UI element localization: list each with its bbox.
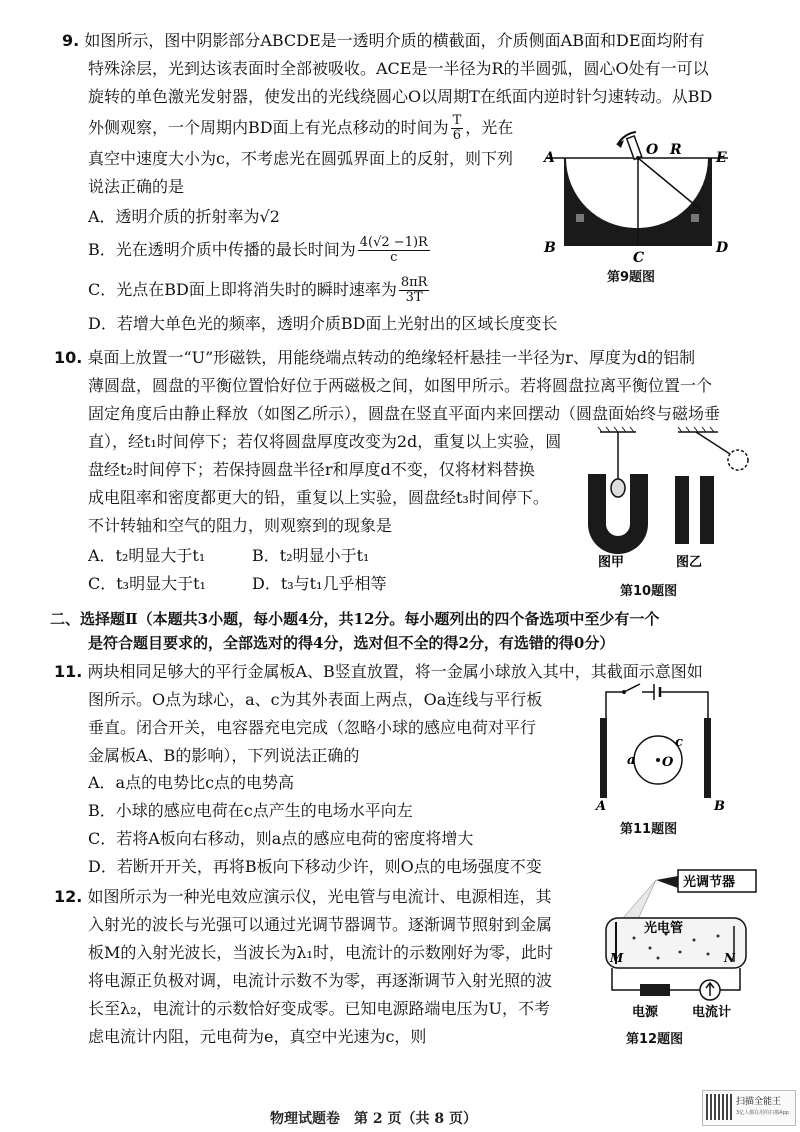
q9-label-o: O bbox=[646, 142, 659, 158]
q11-line-1 bbox=[54, 661, 703, 683]
scanner-stamp-title: 扫描全能王 bbox=[736, 1097, 782, 1107]
page-footer: 物理试题卷 第 2 页（共 8 页） bbox=[270, 1111, 477, 1127]
q12-figure-caption: 第12题图 bbox=[626, 1032, 684, 1047]
q12-line-3: 板M的入射光波长，当波长为λ₁时，电流计的示数刚好为零，此时 bbox=[88, 943, 553, 962]
q9-figure bbox=[536, 128, 736, 278]
q12-label-n: N bbox=[724, 951, 735, 965]
q9-label-c: C bbox=[633, 250, 645, 266]
q10-line-5: 盘经t₂时间停下；若保持圆盘半径r和厚度d不变，仅将材料替换 bbox=[88, 460, 535, 479]
q10-line-3: 固定角度后由静止释放（如图乙所示），圆盘在竖直平面内来回摆动（圆盘面始终与磁场垂 bbox=[88, 404, 721, 423]
q11-label-plate-a: A bbox=[596, 799, 607, 812]
section-2-line-1: 二、选择题Ⅱ（本题共3小题，每小题4分，共12分。每小题列出的四个备选项中至少有一个 bbox=[50, 610, 660, 628]
q9-line-1 bbox=[62, 30, 705, 52]
q10-number: 10. bbox=[54, 348, 83, 367]
q10-option-b: B．t₂明显小于t₁ bbox=[252, 546, 370, 565]
q9-number: 9. bbox=[62, 31, 80, 50]
section-2-line-2: 是符合题目要求的，全部选对的得4分，选对但不全的得2分，有选错的得0分） bbox=[88, 634, 615, 652]
q11-figure-caption: 第11题图 bbox=[620, 822, 678, 837]
q12-label-source: 电源 bbox=[632, 1005, 659, 1020]
q11-line-4: 金属板A、B的影响），下列说法正确的 bbox=[88, 746, 360, 765]
q9-line-4 bbox=[88, 114, 513, 143]
q10-option-a: A．t₂明显大于t₁ bbox=[88, 546, 206, 565]
q10-label-yi: 图乙 bbox=[676, 555, 703, 570]
q9-option-d: D．若增大单色光的频率，透明介质BD面上光射出的区域长度变长 bbox=[88, 314, 558, 333]
q11-label-plate-b: B bbox=[714, 799, 725, 812]
q10-line-6: 成电阻率和密度都更大的铅，重复以上实验，圆盘经t₃时间停下。 bbox=[88, 488, 549, 507]
q9-option-b-fraction: $\frac{4(√2 -1)R}{c}$ bbox=[359, 235, 428, 265]
q12-number: 12. bbox=[54, 887, 83, 906]
q9-label-b: B bbox=[544, 240, 556, 256]
q9-text-4-tail: ，光在 bbox=[465, 118, 514, 137]
q9-line-2: 特殊涂层，光到达该表面时全部被吸收。ACE是一半径为R的半圆弧，圆心O处有一可以 bbox=[88, 59, 709, 78]
q9-text-4: 外侧观察，一个周期内BD面上有光点移动的时间为 bbox=[88, 118, 449, 137]
q9-line-3: 旋转的单色激光发射器，使发出的光线绕圆心O以周期T在纸面内逆时针匀速转动。从BD bbox=[88, 87, 713, 106]
q11-line-3: 垂直。闭合开关，电容器充电完成（忽略小球的感应电荷对平行 bbox=[88, 718, 537, 737]
q9-label-e: E bbox=[716, 150, 727, 166]
q11-figure bbox=[584, 682, 754, 812]
q9-option-a: A．透明介质的折射率为√2 bbox=[88, 207, 280, 226]
q9-label-a: A bbox=[544, 150, 555, 166]
q12-label-regulator: 光调节器 bbox=[683, 875, 736, 890]
q11-option-d: D．若断开开关，再将B板向下移动少许，则O点的电场强度不变 bbox=[88, 857, 542, 876]
q9-option-c-fraction: $\frac{8\pi R}{3T}$ bbox=[400, 275, 428, 305]
q10-line-7: 不计转轴和空气的阻力，则观察到的现象是 bbox=[88, 516, 393, 535]
scanner-stamp bbox=[702, 1090, 796, 1126]
q12-line-2: 入射光的波长与光强可以通过光调节器调节。逐渐调节照射到金属 bbox=[88, 915, 553, 934]
q9-line-5: 真空中速度大小为c，不考虑光在圆弧界面上的反射，则下列 bbox=[88, 149, 513, 168]
q10-line-2: 薄圆盘，圆盘的平衡位置恰好位于两磁极之间，如图甲所示。若将圆盘拉离平衡位置一个 bbox=[88, 376, 713, 395]
q9-label-d: D bbox=[716, 240, 729, 256]
q11-option-a: A．a点的电势比c点的电势高 bbox=[88, 773, 295, 792]
q12-line-5: 长至λ₂，电流计的示数恰好变成零。已知电源路端电压为U，不考 bbox=[88, 999, 551, 1018]
q9-option-b: B．光在透明介质中传播的最长时间为 $\frac{4(√2 -1)R}{c}$ bbox=[88, 235, 428, 265]
q9-text-1: 如图所示，图中阴影部分ABCDE是一透明介质的横截面，介质侧面AB面和DE面均附有 bbox=[84, 31, 705, 50]
q10-option-d: D．t₃与t₁几乎相等 bbox=[252, 574, 387, 593]
q9-period-fraction: $\frac{T}{6}$ bbox=[452, 113, 462, 143]
q10-figure bbox=[578, 424, 768, 579]
q11-label-o: O bbox=[662, 755, 674, 770]
q11-line-2: 图所示。O点为球心，a、c为其外表面上两点，Oa连线与平行板 bbox=[88, 690, 543, 709]
q9-option-c: C．光点在BD面上即将消失时的瞬时速率为 $\frac{8\pi R}{3T}$ bbox=[88, 275, 428, 305]
q10-line-1 bbox=[54, 347, 695, 369]
q11-option-c: C．若将A板向右移动，则a点的感应电荷的密度将增大 bbox=[88, 829, 474, 848]
q12-line-6: 虑电流计内阻，元电荷为e，真空中光速为c，则 bbox=[88, 1027, 427, 1046]
q11-text-1: 两块相同足够大的平行金属板A、B竖直放置，将一金属小球放入其中，其截面示意图如 bbox=[87, 662, 703, 681]
q12-label-m: M bbox=[610, 951, 624, 965]
q12-line-4: 将电源正负极对调，电流计示数不为零，再逐渐调节入射光照的波 bbox=[88, 971, 553, 990]
q10-figure-caption: 第10题图 bbox=[620, 584, 678, 599]
q11-number: 11. bbox=[54, 662, 83, 681]
q12-text-1: 如图所示为一种光电效应演示仪，光电管与电流计、电源相连，其 bbox=[87, 887, 552, 906]
q10-text-1: 桌面上放置一“U”形磁铁，用能绕端点转动的绝缘轻杆悬挂一半径为r、厚度为d的铝制 bbox=[87, 348, 696, 367]
q12-label-meter: 电流计 bbox=[692, 1005, 732, 1020]
q10-label-jia: 图甲 bbox=[598, 555, 625, 570]
scanner-stamp-subtitle: 3亿人都在用的扫描App bbox=[736, 1110, 789, 1116]
q9-figure-caption: 第9题图 bbox=[607, 270, 656, 285]
q11-label-a-point: a bbox=[627, 753, 636, 768]
q11-label-c-point: c bbox=[675, 735, 683, 750]
q12-label-tube: 光电管 bbox=[644, 921, 684, 936]
q12-figure bbox=[594, 866, 764, 1026]
q9-label-r: R bbox=[670, 142, 682, 158]
qr-code-icon bbox=[706, 1094, 732, 1120]
q10-option-c: C．t₃明显大于t₁ bbox=[88, 574, 206, 593]
q10-line-4: 直），经t₁时间停下；若仅将圆盘厚度改变为2d，重复以上实验，圆 bbox=[88, 432, 562, 451]
q11-option-b: B．小球的感应电荷在c点产生的电场水平向左 bbox=[88, 801, 413, 820]
q9-line-6: 说法正确的是 bbox=[88, 177, 185, 196]
q12-line-1 bbox=[54, 886, 551, 908]
